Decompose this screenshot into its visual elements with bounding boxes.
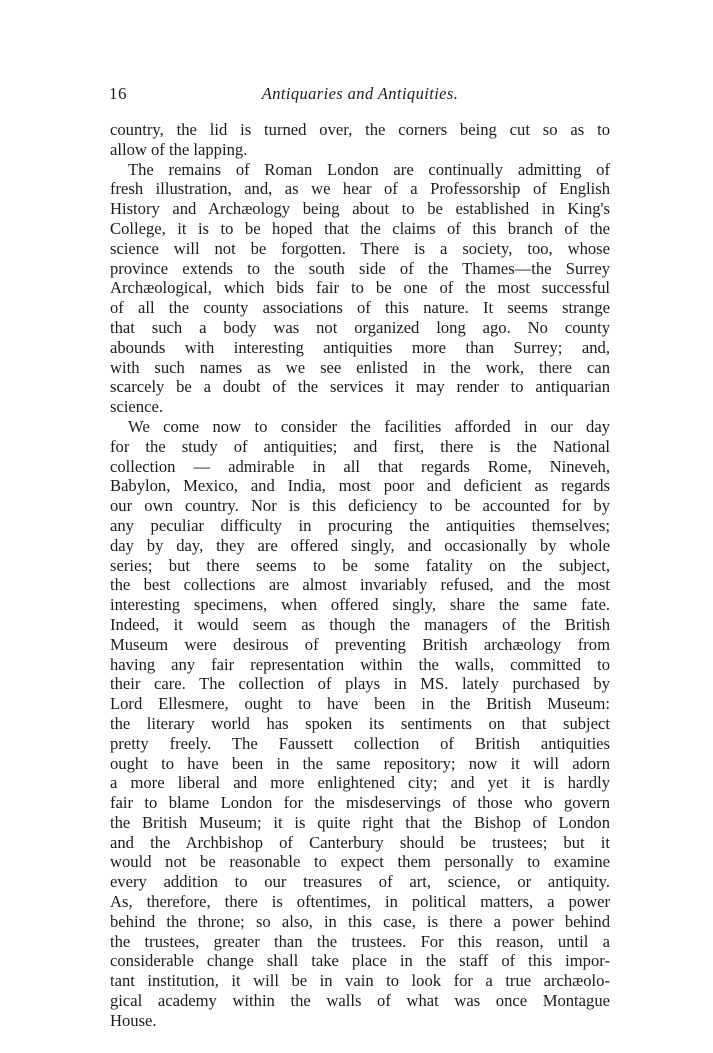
text-line: Archæological, which bids fair to be one of the most successful [110, 278, 610, 298]
text-line: and the Archbishop of Canterbury should be trustees; but it [110, 832, 610, 852]
text-line: Indeed, it would seem as though the managers of the British [110, 614, 610, 634]
text-line: our own country. Nor is this deficiency to be accounted for by [110, 496, 610, 516]
text-line: behind the throne; so also, in this case, is there a power behind [110, 911, 610, 931]
text-line: country, the lid is turned over, the corners being cut so as to [110, 120, 610, 139]
text-line: The remains of Roman London are continually admitting of [128, 159, 610, 179]
text-line: with such names as we see enlisted in the work, there can [110, 357, 610, 377]
text-line: allow of the lapping. [110, 139, 248, 159]
text-line: science will not be forgotten. There is a society, too, whose [110, 238, 610, 258]
text-line: tant institution, it will be in vain to look for a true archæolo- [110, 971, 610, 991]
running-title: Antiquaries and Antiquities. [261, 84, 459, 103]
text-line: the literary world has spoken its sentiments on that subject [110, 713, 610, 733]
text-line: series; but there seems to be some fatality on the subject, [110, 555, 610, 575]
text-line: Museum were desirous of preventing British archæology from [110, 634, 610, 654]
body-text [110, 120, 610, 1031]
text-line: province extends to the south side of the Thames—the Surrey [110, 258, 610, 278]
page-number: 16 [109, 84, 127, 103]
text-line: a more liberal and more enlightened city; and yet it is hardly [110, 773, 610, 793]
text-line: House. [110, 1010, 157, 1030]
text-line: pretty freely. The Faussett collection of British antiquities [110, 733, 610, 753]
text-line: We come now to consider the facilities afforded in our day [128, 416, 610, 436]
text-line: fresh illustration, and, as we hear of a Professorship of English [110, 179, 610, 199]
text-line: day by day, they are offered singly, and occasionally by whole [110, 535, 610, 555]
text-line: for the study of antiquities; and first, there is the National [110, 436, 610, 456]
text-line: fair to blame London for the misdeservings of those who govern [110, 793, 610, 813]
page-header [109, 84, 611, 108]
text-line: History and Archæology being about to be established in King's [110, 199, 610, 219]
text-line: the best collections are almost invariably refused, and the most [110, 575, 610, 595]
text-line: science. [110, 397, 163, 417]
text-line: their care. The collection of plays in MS. lately purchased by [110, 674, 610, 694]
text-line: abounds with interesting antiquities more than Surrey; and, [110, 337, 610, 357]
text-line: As, therefore, there is oftentimes, in political matters, a power [110, 892, 610, 912]
text-line: every addition to our treasures of art, science, or antiquity. [110, 872, 610, 892]
text-line: scarcely be a doubt of the services it may render to antiquarian [110, 377, 610, 397]
text-line: Lord Ellesmere, ought to have been in the British Museum: [110, 694, 610, 714]
text-line: would not be reasonable to expect them personally to examine [110, 852, 610, 872]
text-line: the British Museum; it is quite right that the Bishop of London [110, 812, 610, 832]
text-line: having any fair representation within the walls, committed to [110, 654, 610, 674]
text-line: gical academy within the walls of what was once Montague [110, 991, 610, 1011]
text-line: ought to have been in the same repository; now it will adorn [110, 753, 610, 773]
text-line: of all the county associations of this nature. It seems strange [110, 298, 610, 318]
text-line: collection — admirable in all that regards Rome, Nineveh, [110, 456, 610, 476]
text-line: interesting specimens, when offered singly, share the same fate. [110, 595, 610, 615]
text-line: any peculiar difficulty in procuring the antiquities themselves; [110, 515, 610, 535]
text-line: considerable change shall take place in the staff of this impor- [110, 951, 610, 971]
text-line: College, it is to be hoped that the claims of this branch of the [110, 218, 610, 238]
text-line: the trustees, greater than the trustees. For this reason, until a [110, 931, 610, 951]
text-line: Babylon, Mexico, and India, most poor and deficient as regards [110, 476, 610, 496]
text-line: that such a body was not organized long ago. No county [110, 317, 610, 337]
